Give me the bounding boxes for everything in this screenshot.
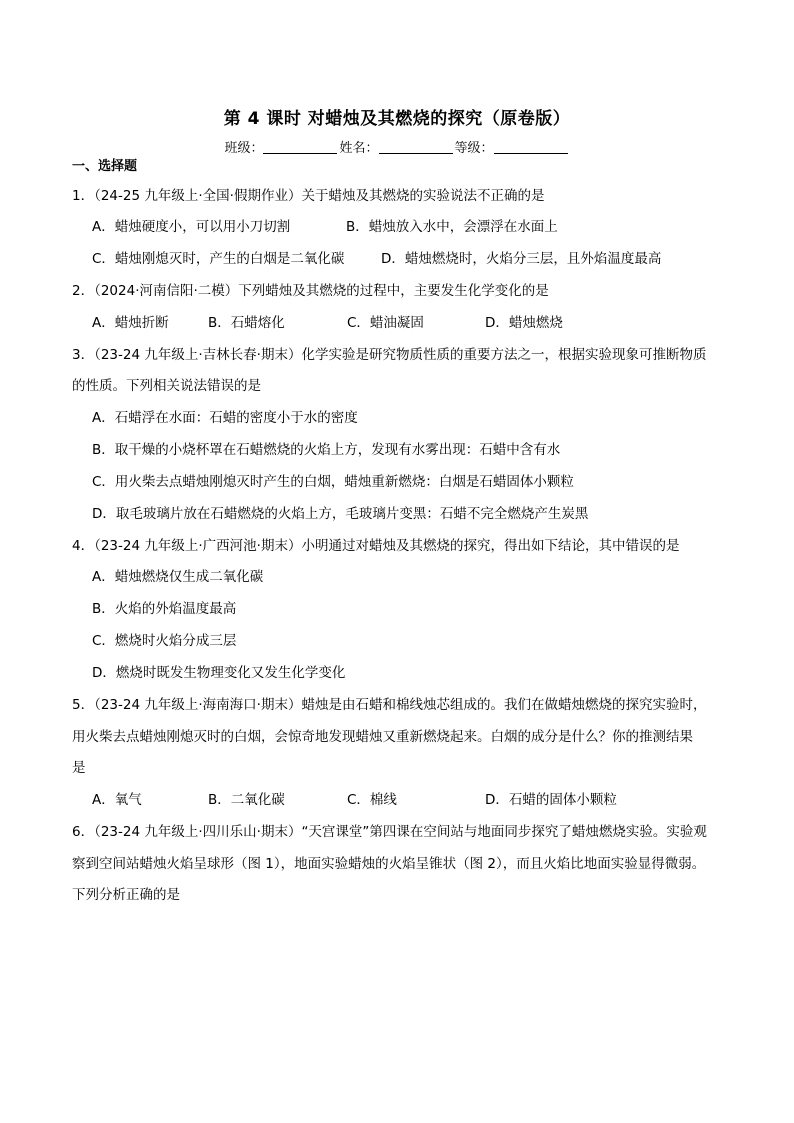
question-1-stem: 1．（24-25 九年级上·全国·假期作业）关于蜡烛及其燃烧的实验说法不正确的是 [72, 188, 545, 204]
class-label: 班级： [224, 141, 264, 156]
question-2-stem: 2．（2024·河南信阳·二模）下列蜡烛及其燃烧的过程中，主要发生化学变化的是 [72, 283, 549, 299]
question-6-stem-line-1: 6．（23-24 九年级上·四川乐山·期末）“天宫课堂”第四课在空间站与地面同步探究了蜡烛燃烧实验。实验观 [72, 824, 707, 840]
question-5-stem-line-3: 是 [72, 760, 86, 776]
question-5-option-d: D．石蜡的固体小颗粒 [485, 792, 617, 808]
student-info-row [0, 137, 794, 156]
question-1-option-c: C．蜡烛刚熄灭时，产生的白烟是二氧化碳 [92, 251, 345, 267]
question-4-option-b: B．火焰的外焰温度最高 [92, 601, 237, 617]
question-2-option-b: B．石蜡熔化 [208, 315, 285, 331]
question-2-option-c: C．蜡油凝固 [347, 315, 424, 331]
question-4-option-d: D．燃烧时既发生物理变化又发生化学变化 [92, 665, 346, 681]
question-5-option-a: A．氧气 [92, 792, 142, 808]
question-3-option-c: C．用火柴去点蜡烛刚熄灭时产生的白烟，蜡烛重新燃烧：白烟是石蜡固体小颗粒 [92, 474, 574, 490]
question-4-option-c: C．燃烧时火焰分成三层 [92, 633, 237, 649]
question-1-option-d: D．蜡烛燃烧时，火焰分三层，且外焰温度最高 [381, 251, 662, 267]
question-3-stem-line-2: 的性质。下列相关说法错误的是 [72, 378, 261, 394]
grade-blank[interactable] [494, 139, 568, 154]
question-4-option-a: A．蜡烛燃烧仅生成二氧化碳 [92, 569, 264, 585]
question-1-option-b: B．蜡烛放入水中，会漂浮在水面上 [346, 219, 558, 235]
question-3-option-a: A．石蜡浮在水面：石蜡的密度小于水的密度 [92, 410, 358, 426]
question-5-option-b: B．二氧化碳 [208, 792, 285, 808]
page-title: 第 4 课时 对蜡烛及其燃烧的探究（原卷版） [223, 109, 571, 129]
question-5-stem-line-1: 5．（23-24 九年级上·海南海口·期末）蜡烛是由石蜡和棉线烛芯组成的。我们在做蜡烛燃烧的探究实验时， [72, 697, 707, 713]
question-3-option-d: D．取毛玻璃片放在石蜡燃烧的火焰上方，毛玻璃片变黑：石蜡不完全燃烧产生炭黑 [92, 506, 589, 522]
section-heading: 一、选择题 [72, 159, 138, 174]
grade-label: 等级： [454, 141, 494, 156]
question-6-stem-line-2: 察到空间站蜡烛火焰呈球形（图 1），地面实验蜡烛的火焰呈锥状（图 2），而且火焰比地面实验显得微弱。 [72, 856, 706, 872]
question-2-option-d: D．蜡烛燃烧 [485, 315, 563, 331]
name-label: 姓名： [339, 141, 379, 156]
question-3-stem-line-1: 3．（23-24 九年级上·吉林长春·期末）化学实验是研究物质性质的重要方法之一，根据实验现象可推断物质 [72, 347, 707, 363]
question-2-option-a: A．蜡烛折断 [92, 315, 169, 331]
question-5-option-c: C．棉线 [347, 792, 397, 808]
question-6-stem-line-3: 下列分析正确的是 [72, 887, 180, 903]
class-blank[interactable] [263, 139, 337, 154]
question-5-stem-line-2: 用火柴去点蜡烛刚熄灭时的白烟，会惊奇地发现蜡烛又重新燃烧起来。白烟的成分是什么？你的推测结果 [72, 729, 693, 745]
question-1-option-a: A．蜡烛硬度小，可以用小刀切割 [92, 219, 291, 235]
question-3-option-b: B．取干燥的小烧杯罩在石蜡燃烧的火焰上方，发现有水雾出现：石蜡中含有水 [92, 442, 561, 458]
question-4-stem: 4．（23-24 九年级上·广西河池·期末）小明通过对蜡烛及其燃烧的探究，得出如下结论，其中错误的是 [72, 538, 680, 554]
name-blank[interactable] [379, 139, 453, 154]
